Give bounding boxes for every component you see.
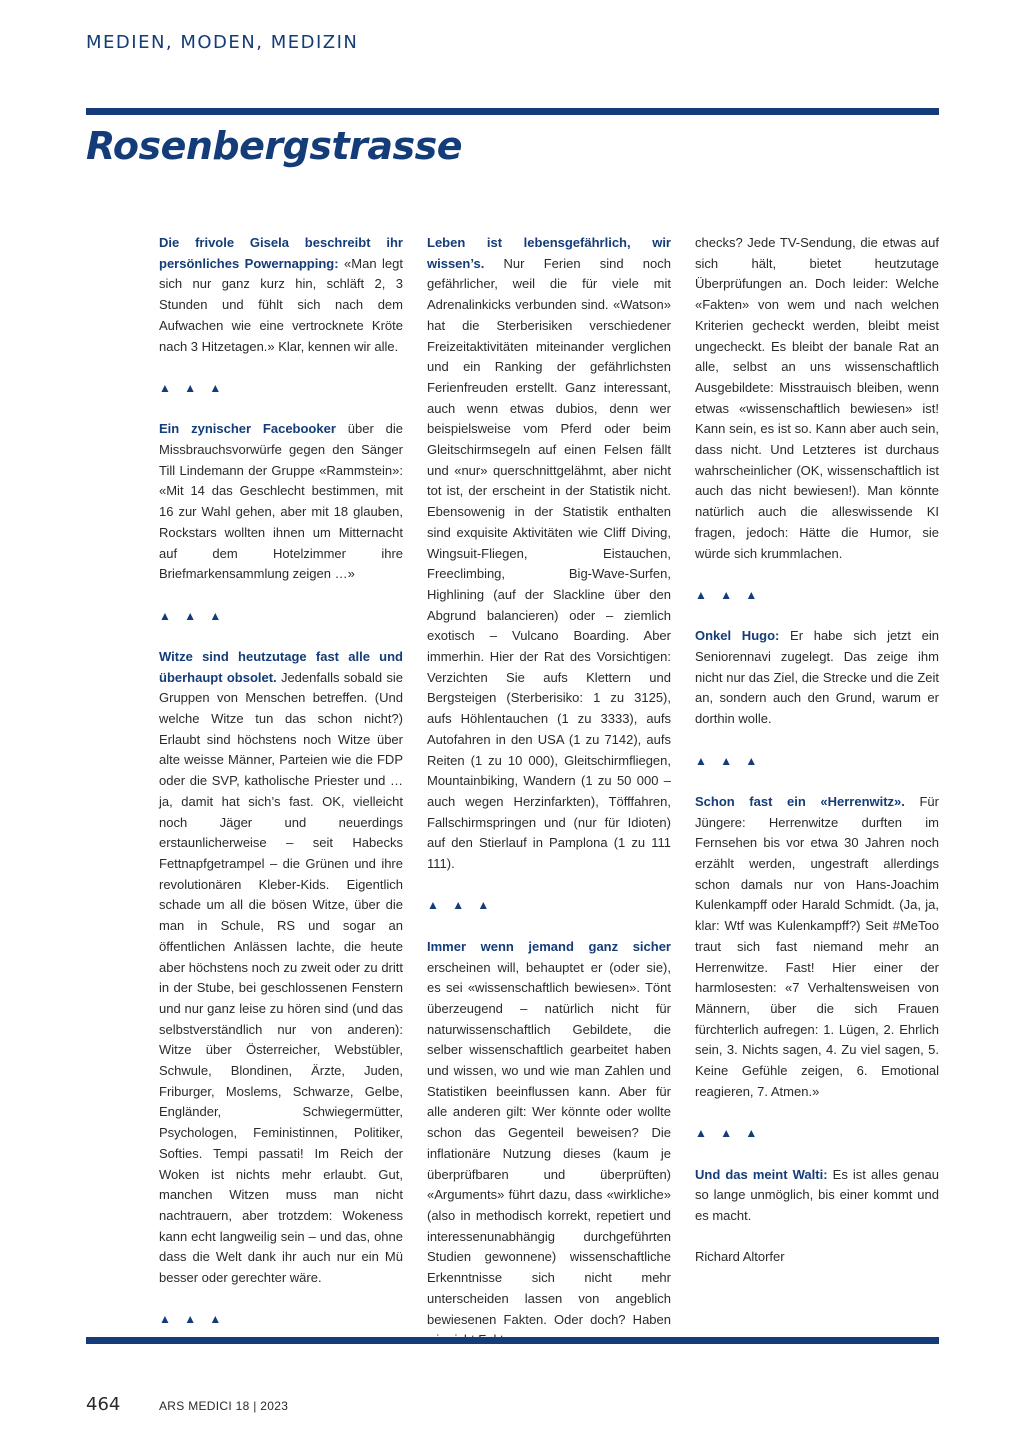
column-3: [695, 233, 939, 1268]
bottom-rule: [86, 1337, 939, 1344]
separator-triangles: ▲ ▲ ▲: [695, 1126, 763, 1141]
separator-triangles: ▲ ▲ ▲: [159, 608, 227, 623]
paragraph-text: über die Missbrauchsvorwürfe gegen den Sänger Till Lindemann der Gruppe «Rammstein»: «Mit 14 das Geschlecht bestimmen, mit 16 zur Wahl gehen, aber mit 18 glauben, Rockstars wollten ihnen um Mitternacht auf dem Hotelzimmer ihre Briefmarkensammlung zeigen …»: [159, 421, 403, 582]
paragraph: [427, 233, 671, 875]
separator-triangles: ▲ ▲ ▲: [159, 380, 227, 395]
paragraph-lead: Immer wenn jemand ganz sicher: [427, 938, 671, 954]
paragraph: [159, 419, 403, 585]
paragraph-text: Es ist alles genau so lange unmöglich, bis einer kommt und es macht.: [695, 1166, 939, 1223]
paragraph-text: Für Jüngere: Herrenwitze durften im Fernsehen bis vor etwa 30 Jahren noch erzählt werden, ungestraft allerdings schon damals nur von Hans-Joachim Kulenkampff oder Harald Schmidt. (Ja, ja, klar: Wtf was Kulenkampff?) Seit #MeToo traut sich fast niemand mehr an Herrenwitze. Fast! Hier einer der harmlosesten: «7 Verhaltensweisen von Männern, über die sich Frauen fürchterlich aufregen: 1. Lügen, 2. Ehrlich sein, 3. Nichts sagen, 4. Zu viel sagen, 5. Keine Gefühle zeigen, 6. Emotional reagieren, 7. Atmen.»: [695, 793, 939, 1099]
paragraph: [159, 233, 403, 357]
paragraph: [427, 937, 671, 1351]
paragraph-text: erscheinen will, behauptet er (oder sie), es sei «wissenschaftlich bewiesen». Tönt überzeugend – natürlich nicht für naturwissenschaftlich Gebildete, die selber wissenschaftlich gearbeitet haben und wissen, wo und wie man Zahlen und Statistiken beeinflussen kann. Aber für alle anderen gilt: Wer könnte oder wollte schon das Gegenteil beweisen? Die inflationäre Nutzung dieses (kaum je überprüfbaren und überprüften) «Arguments» führt dazu, dass «wirkliche» (also in methodisch korrekt, repetiert und interessenunabhängig durchgeführten Studien gewonnene) wissenschaftliche Erkenntnisse sich nicht mehr unterscheiden lassen von angeblich bewiesenen Fakten. Oder doch? Haben: [427, 959, 671, 1327]
paragraph-lead: Witze sind heutzutage fast alle und überhaupt obsolet.: [159, 648, 403, 685]
paragraph: [695, 792, 939, 1103]
paragraph-text: checks? Jede TV-Sendung, die etwas auf sich hält, bietet heutzutage Überprüfungen an. Doch leider: Welche «Fakten» von wem und nach welchen Kriterien gecheckt werden, bleibt meist ungecheckt. Es bleibt der banale Rat an alle, selbst an uns wissenschaftlich Ausgebildete: Misstrauisch bleiben, wenn etwas «wissenschaftlich bewiesen» ist! Kann sein, es ist so. Kann aber auch sein, dass nicht. Und Letzteres ist durchaus wahrscheinlicher (OK, wissenschaftlich ist auch das nicht bewiesen!). Man könnte natürlich auch die alleswissende KI fragen, jedoch: Hätte die Humor, sie würde sich krummlachen.: [695, 235, 939, 561]
article-title: Rosenbergstrasse: [86, 124, 463, 168]
paragraph-lead: Die frivole Gisela beschreibt ihr persönliches Powernapping:: [159, 235, 403, 271]
paragraph: [695, 233, 939, 564]
page-number: 464: [86, 1394, 121, 1415]
paragraph-lead: Schon fast ein «Herrenwitz».: [695, 793, 905, 809]
separator-triangles: ▲ ▲ ▲: [159, 1312, 227, 1327]
paragraph: [695, 626, 939, 730]
section-rubric: MEDIEN, MODEN, MEDIZIN: [86, 32, 359, 53]
paragraph-text: Nur Ferien sind noch gefährlicher, weil die für viele mit Adrenalinkicks verbunden sind. «Watson» hat die Sterberisiken verschiedener Freizeitaktivitäten miteinander verglichen und ein Ranking der gefährlichsten Ferienfreuden erstellt. Ganz interessant, auch wenn etwas dubios, denn wer beispielsweise vom Pferd oder beim Gleitschirmsegeln auf einen Felsen fällt und «nur» querschnittgelähmt, aber nicht tot ist, der erscheint in der Statistik nicht. Ebensowenig in der Statistik enthalten sind exquisite Aktivitäten wie Cliff Diving, Wingsuit-Fliegen, Eistauchen, Freeclimbing, Big-Wave-Surfen, Highlining (auf der Slackline über den Abgrund balancieren) oder – ziemlich exotisch – Vulcano Boarding. Aber immerhin. Hier der Rat des Vorsichtigen: Verzichten Sie aufs Klettern und Bergsteigen (Sterberisiko: 1 zu 3125), aufs Höhlentauchen (1 zu 3333), aufs Autofahren in den USA (1 zu 7142), aufs Reiten (1 zu 10 000), Gleitschirmfliegen, Mountainbiking, Wandern (1 zu 50 000 – auch wegen Herzinfarkten), Töfffahren, Fallschirmspringen und (nur für Idioten) auf den Stierlauf in Pamplona (1 zu 111 111).: [427, 255, 671, 872]
paragraph-text: Er habe sich jetzt ein Seniorennavi zugelegt. Das zeige ihm nicht nur das Ziel, die Strecke und die Zeit an, sondern auch den Grund, warum er dorthin wolle.: [695, 628, 939, 727]
top-rule: [86, 108, 939, 115]
paragraph-lead: Leben ist lebensgefährlich, wir wissen’s.: [427, 235, 671, 271]
paragraph-lead: Ein zynischer Facebooker: [159, 421, 336, 437]
column-2: [427, 233, 671, 1351]
paragraph-lead: Onkel Hugo:: [695, 628, 780, 644]
paragraph-text: «Man legt sich nur ganz kurz hin, schläft 2, 3 Stunden und fühlt sich nach dem Aufwachen wie eine vertrocknete Kröte nach 3 Hitzetagen.» Klar, kennen wir alle.: [159, 255, 403, 354]
column-1: [159, 233, 403, 1351]
separator-triangles: ▲ ▲ ▲: [695, 753, 763, 768]
paragraph: [695, 1165, 939, 1227]
paragraph: [159, 647, 403, 1289]
separator-triangles: ▲ ▲ ▲: [695, 587, 763, 602]
separator-triangles: ▲ ▲ ▲: [427, 898, 495, 913]
paragraph-lead: Und das meint Walti:: [695, 1166, 828, 1182]
publication-info: ARS MEDICI 18 | 2023: [159, 1399, 289, 1413]
paragraph-text: Jedenfalls sobald sie Gruppen von Menschen betreffen. (Und welche Witze tun das schon nicht?) Erlaubt sind höchstens noch Witze über alte weisse Männer, Parteien wie die FDP oder die SVP, katholische Priester und … ja, damit hat sich’s fast. OK, vielleicht noch Jäger und neuerdings erstaunlicherweise – seit Habecks Fettnapfgetrampel – die Grünen und ihre revolutionären Kleber-Kids. Eigentlich schade um all die bösen Witze, über die man in Schule, RS und sogar an öffentlichen Anlässen lachte, die heute aber höchstens noch zu zweit oder zu dritt in der Stube, bei geschlossenen Fenstern und nur ganz leise zu hören sind (und das selbstverständlich nur von anderen): Witze über Österreicher, Webstübler, Schwule, Blondinen, Ärzte, Juden, Friburger, Moslems, Schwarze, Gelbe, Engländer, Schwiegermütter, Psychologen, Feministinnen, Politiker, Softies. Tempi passati! Im Reich der Woken ist nichts mehr erlaubt. Gut, manchen Witzen muss man nicht nachtrauern, aber trotzdem: Wokeness kann echt langweilig sein – und das, ohne dass die Welt dank ihr auch nur ein Mü besser oder gerechter wäre.: [159, 669, 403, 1286]
author-name: Richard Altorfer: [695, 1249, 785, 1265]
